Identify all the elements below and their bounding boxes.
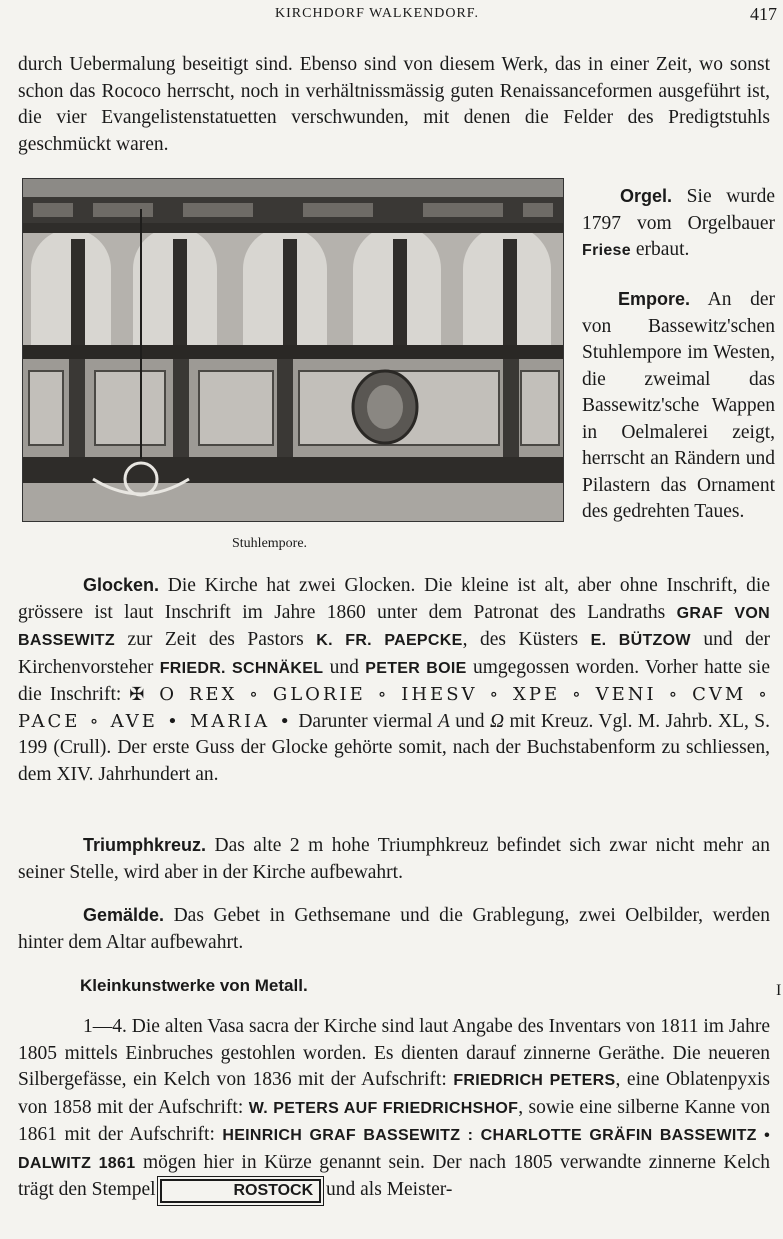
gemaelde-heading: Gemälde. xyxy=(83,905,165,925)
bell-inscription: ✠ O REX ∘ GLORIE ∘ IHESV ∘ XPE ∘ VENI ∘ CVM ∘ PACE ∘ AVE • MARIA • xyxy=(18,684,770,732)
margin-mark: I xyxy=(776,982,782,999)
glocken-paragraph: Glocken. Die Kirche hat zwei Glocken. Die kleine ist alt, aber ohne Inschrift, die grössere ist laut Inschrift im Jahre 1860 unter dem Patronat des Landraths GRAF VON BASSEWITZ zur Zeit des Pastors K. FR. PAEPCKE, des Küsters E. BÜTZOW und der Kirchenvorsteher FRIEDR. SCHNÄKEL und PETER BOIE umgegossen worden. Vorher hatte sie die Inschrift: ✠ O REX ∘ GLORIE ∘ IHESV ∘ XPE ∘ VENI ∘ CVM ∘ PACE ∘ AVE • MARIA • Darunter viermal A und Ω mit Kreuz. Vgl. M. Jahrb. XL, S. 199 (Crull). Der erste Guss der Glocke gehörte somit, nach der Buchstabenform zu schliessen, dem XIV. Jahrhundert an. xyxy=(18,575,771,785)
section-heading-kleinkunstwerke: Kleinkunstwerke von Metall. xyxy=(80,976,308,995)
empore-heading: Empore. xyxy=(618,289,691,309)
orgel-paragraph: Orgel. Sie wurde 1797 vom Orgelbauer Friese erbaut. xyxy=(582,186,775,260)
page-number: 417 xyxy=(750,4,777,24)
orgel-heading: Orgel. xyxy=(620,186,673,206)
figure-caption: Stuhlempore. xyxy=(232,536,308,551)
rostock-stamp: ROSTOCK xyxy=(160,1179,321,1203)
glocken-heading: Glocken. xyxy=(83,575,160,595)
gallery-photo xyxy=(23,179,563,521)
figure-stuhlempore xyxy=(22,178,564,522)
gemaelde-paragraph: Gemälde. Das Gebet in Gethsemane und die Grablegung, zwei Oelbilder, werden hinter dem Altar aufbewahrt. xyxy=(18,905,770,953)
empore-paragraph: Empore. An der von Bassewitz'schen Stuhlempore im Westen, die zweimal das Bassewitz'sche Wappen in Oelmalerei zeigt, herrscht an Rändern und Pilastern das Ornament des gedrehten Taues. xyxy=(582,289,775,522)
intro-paragraph: durch Uebermalung beseitigt sind. Ebenso sind von diesem Werk, das in einer Zeit, wo sonst schon das Rococo herrscht, noch in verhältnissmässig guten Renaissanceformen ausgeführt ist, die vier Evangelistenstatuetten verschwunden, mit denen die Felder des Predigtstuhls geschmückt waren. xyxy=(18,54,770,155)
kleinkunstwerke-paragraph: 1—4. Die alten Vasa sacra der Kirche sind laut Angabe des Inventars von 1811 im Jahre 1805 mittels Einbruches gestohlen worden. Es dienten darauf zinnerne Geräthe. Die neueren Silbergefässe, ein Kelch von 1836 mit der Aufschrift: FRIEDRICH PETERS, eine Oblatenpyxis von 1858 mit der Aufschrift: W. PETERS AUF FRIEDRICHSHOF, sowie eine silberne Kanne von 1861 mit der Aufschrift: HEINRICH GRAF BASSEWITZ : CHARLOTTE GRÄFIN BASSEWITZ • DALWITZ 1861 mögen hier in Kürze genannt sein. Der nach 1805 verwandte zinnerne Kelch trägt den Stempel ROSTOCK und als Meister- xyxy=(18,1014,770,1204)
triumphkreuz-paragraph: Triumphkreuz. Das alte 2 m hohe Triumphkreuz befindet sich zwar nicht mehr an seiner Stelle, wird aber in der Kirche aufbewahrt. xyxy=(18,835,770,883)
organ-builder-name: Friese xyxy=(582,242,631,259)
running-title: KIRCHDORF WALKENDORF. xyxy=(275,6,479,21)
triumphkreuz-heading: Triumphkreuz. xyxy=(83,835,207,855)
